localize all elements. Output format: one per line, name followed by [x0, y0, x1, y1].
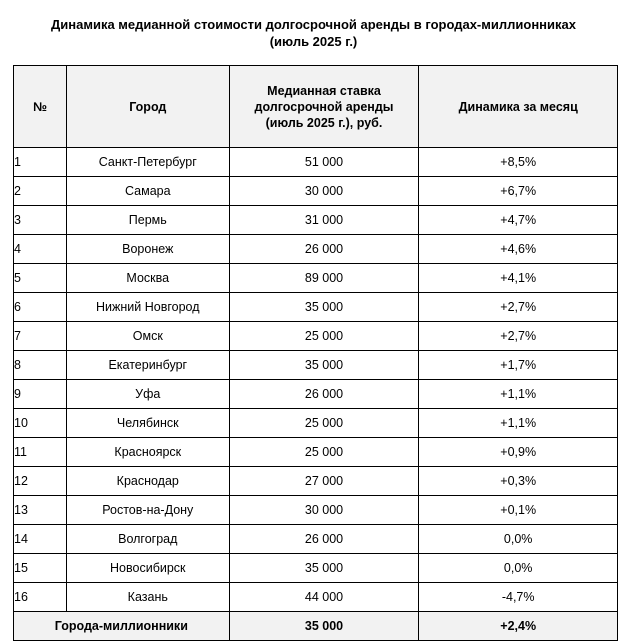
table-row	[14, 496, 618, 525]
cell-city: Санкт-Петербург	[66, 148, 229, 177]
cell-rate: 30 000	[229, 496, 419, 525]
cell-dynamics: -4,7%	[419, 583, 618, 612]
table-row	[14, 148, 618, 177]
cell-num: 13	[14, 496, 67, 525]
cell-rate: 89 000	[229, 264, 419, 293]
cell-num: 10	[14, 409, 67, 438]
table-row	[14, 467, 618, 496]
header-num: №	[14, 66, 67, 148]
cell-num: 12	[14, 467, 67, 496]
cell-num: 15	[14, 554, 67, 583]
cell-num: 7	[14, 322, 67, 351]
cell-rate: 25 000	[229, 322, 419, 351]
cell-num: 8	[14, 351, 67, 380]
cell-dynamics: +2,7%	[419, 322, 618, 351]
cell-rate: 25 000	[229, 438, 419, 467]
cell-num: 1	[14, 148, 67, 177]
header-dynamics: Динамика за месяц	[419, 66, 618, 148]
table-header-row	[14, 66, 618, 148]
cell-num: 6	[14, 293, 67, 322]
table-row	[14, 351, 618, 380]
cell-rate: 30 000	[229, 177, 419, 206]
table-row	[14, 322, 618, 351]
cell-dynamics: +0,9%	[419, 438, 618, 467]
cell-city: Самара	[66, 177, 229, 206]
cell-num: 3	[14, 206, 67, 235]
table-row	[14, 554, 618, 583]
cell-city: Ростов-на-Дону	[66, 496, 229, 525]
cell-num: 11	[14, 438, 67, 467]
table-row	[14, 293, 618, 322]
table-row	[14, 380, 618, 409]
table-row	[14, 583, 618, 612]
table-row	[14, 525, 618, 554]
cell-city: Воронеж	[66, 235, 229, 264]
cell-city: Краснодар	[66, 467, 229, 496]
cell-rate: 27 000	[229, 467, 419, 496]
cell-dynamics: +0,1%	[419, 496, 618, 525]
table-row	[14, 235, 618, 264]
table-row	[14, 264, 618, 293]
cell-rate: 26 000	[229, 380, 419, 409]
cell-num: 2	[14, 177, 67, 206]
cell-dynamics: +1,7%	[419, 351, 618, 380]
cell-city: Москва	[66, 264, 229, 293]
cell-rate: 31 000	[229, 206, 419, 235]
rent-table	[13, 65, 618, 641]
cell-dynamics: +4,1%	[419, 264, 618, 293]
cell-rate: 44 000	[229, 583, 419, 612]
cell-num: 9	[14, 380, 67, 409]
cell-dynamics: +4,6%	[419, 235, 618, 264]
cell-city: Волгоград	[66, 525, 229, 554]
total-rate: 35 000	[229, 612, 419, 641]
header-city: Город	[66, 66, 229, 148]
cell-dynamics: +1,1%	[419, 380, 618, 409]
header-rate-line2: долгосрочной аренды	[254, 99, 394, 114]
cell-num: 16	[14, 583, 67, 612]
cell-dynamics: +2,7%	[419, 293, 618, 322]
cell-city: Екатеринбург	[66, 351, 229, 380]
cell-dynamics: 0,0%	[419, 554, 618, 583]
table-row	[14, 206, 618, 235]
cell-dynamics: +1,1%	[419, 409, 618, 438]
page-title	[0, 16, 627, 50]
cell-rate: 35 000	[229, 351, 419, 380]
cell-dynamics: +0,3%	[419, 467, 618, 496]
cell-num: 4	[14, 235, 67, 264]
cell-dynamics: +8,5%	[419, 148, 618, 177]
table-total-row	[14, 612, 618, 641]
cell-city: Омск	[66, 322, 229, 351]
cell-num: 5	[14, 264, 67, 293]
table-row	[14, 438, 618, 467]
table-row	[14, 409, 618, 438]
total-label: Города-миллионники	[14, 612, 230, 641]
cell-rate: 35 000	[229, 554, 419, 583]
header-rate-line1: Медианная ставка	[267, 83, 381, 98]
cell-city: Уфа	[66, 380, 229, 409]
cell-city: Пермь	[66, 206, 229, 235]
table-row	[14, 177, 618, 206]
cell-num: 14	[14, 525, 67, 554]
header-rate	[229, 66, 419, 148]
cell-dynamics: +6,7%	[419, 177, 618, 206]
cell-rate: 25 000	[229, 409, 419, 438]
cell-city: Казань	[66, 583, 229, 612]
cell-rate: 51 000	[229, 148, 419, 177]
page-title-line1: Динамика медианной стоимости долгосрочной аренды в городах-миллионниках	[51, 17, 576, 32]
cell-city: Красноярск	[66, 438, 229, 467]
total-dynamics: +2,4%	[419, 612, 618, 641]
cell-rate: 35 000	[229, 293, 419, 322]
cell-rate: 26 000	[229, 525, 419, 554]
cell-dynamics: 0,0%	[419, 525, 618, 554]
cell-rate: 26 000	[229, 235, 419, 264]
cell-dynamics: +4,7%	[419, 206, 618, 235]
cell-city: Челябинск	[66, 409, 229, 438]
cell-city: Новосибирск	[66, 554, 229, 583]
page-title-line2: (июль 2025 г.)	[269, 34, 358, 49]
header-rate-line3: (июль 2025 г.), руб.	[265, 115, 383, 130]
cell-city: Нижний Новгород	[66, 293, 229, 322]
